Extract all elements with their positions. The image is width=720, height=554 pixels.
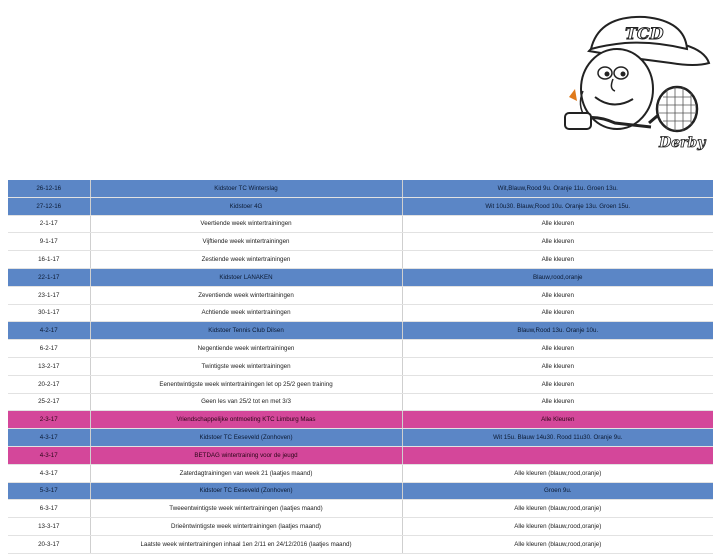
table-row [8,464,713,482]
table-row [8,251,713,269]
training-cell: Alle kleuren (blauw,rood,oranje) [402,518,713,536]
date-cell: 23-1-17 [8,286,90,304]
table-row [8,357,713,375]
event-cell: Eenentwintigste week wintertrainingen let op 25/2 geen training [90,375,402,393]
event-cell: Kidstoer TC Winterslag [90,180,402,197]
schedule-table [8,180,713,554]
date-cell: 5-3-17 [8,482,90,500]
date-cell: 13-2-17 [8,357,90,375]
training-cell: Alle kleuren [402,215,713,233]
training-cell: Alle kleuren [402,393,713,411]
table-row [8,340,713,358]
event-cell: Kidstoer Tennis Club Dilsen [90,322,402,340]
date-cell: 13-3-17 [8,518,90,536]
event-cell: Drieëntwintigste week wintertrainingen (laatjes maand) [90,518,402,536]
event-cell: Kidstoer TC Eeseveld (Zonhoven) [90,429,402,447]
table-row [8,215,713,233]
table-row [8,286,713,304]
training-cell: Blauw,Rood 13u. Oranje 10u. [402,322,713,340]
table-row [8,233,713,251]
date-cell: 9-1-17 [8,233,90,251]
event-cell: Kidstoer TC Eeseveld (Zonhoven) [90,482,402,500]
event-cell: Kidstoer LANAKEN [90,268,402,286]
table-row [8,180,713,197]
event-cell: Vijftiende week wintertrainingen [90,233,402,251]
date-cell: 4-2-17 [8,322,90,340]
date-cell: 30-1-17 [8,304,90,322]
training-cell: Wit 10u30. Blauw,Rood 10u. Oranje 13u. Groen 15u. [402,197,713,215]
event-cell: Vriendschappelijke ontmoeting KTC Limburg Maas [90,411,402,429]
event-cell: Zestiende week wintertrainingen [90,251,402,269]
date-cell: 6-2-17 [8,340,90,358]
club-mascot-logo [555,5,715,155]
table-row [8,446,713,464]
event-cell: Tweeentwintigste week wintertrainingen (laatjes maand) [90,500,402,518]
date-cell: 20-2-17 [8,375,90,393]
date-cell: 4-3-17 [8,464,90,482]
training-cell: Alle kleuren [402,251,713,269]
training-cell: Alle kleuren [402,304,713,322]
event-cell: Achtiende week wintertrainingen [90,304,402,322]
training-cell: Alle kleuren [402,233,713,251]
training-cell [402,446,713,464]
training-cell: Alle kleuren [402,357,713,375]
logo-caption: Derby [659,135,706,151]
date-cell: 16-1-17 [8,251,90,269]
event-cell: Laatste week wintertrainingen inhaal 1en 2/11 en 24/12/2016 (laatjes maand) [90,535,402,553]
date-cell: 6-3-17 [8,500,90,518]
training-cell: Groen 9u. [402,482,713,500]
table-row [8,535,713,553]
training-cell: Alle kleuren [402,340,713,358]
table-row [8,411,713,429]
cap-letters: TCD [625,24,664,43]
training-cell: Blauw,rood,oranje [402,268,713,286]
training-cell: Alle kleuren (blauw,rood,oranje) [402,464,713,482]
table-row [8,500,713,518]
event-cell: Zeventiende week wintertrainingen [90,286,402,304]
date-cell: 4-3-17 [8,429,90,447]
date-cell: 2-3-17 [8,411,90,429]
date-cell: 2-1-17 [8,215,90,233]
table-row [8,375,713,393]
table-row [8,518,713,536]
event-cell: Kidstoer 4G [90,197,402,215]
date-cell: 27-12-16 [8,197,90,215]
training-cell: Alle Kleuren [402,411,713,429]
table-row [8,482,713,500]
date-cell: 4-3-17 [8,446,90,464]
training-cell: Alle kleuren [402,375,713,393]
date-cell: 22-1-17 [8,268,90,286]
table-row [8,197,713,215]
schedule-body [8,180,713,553]
event-cell: Negentiende week wintertrainingen [90,340,402,358]
event-cell: Veertiende week wintertrainingen [90,215,402,233]
training-cell: Wit 15u. Blauw 14u30. Rood 11u30. Oranje 9u. [402,429,713,447]
training-cell: Wit,Blauw,Rood 9u. Oranje 11u. Groen 13u. [402,180,713,197]
date-cell: 26-12-16 [8,180,90,197]
table-row [8,322,713,340]
event-cell: Zaterdagtrainingen van week 21 (laatjes maand) [90,464,402,482]
table-row [8,393,713,411]
training-cell: Alle kleuren [402,286,713,304]
table-row [8,268,713,286]
event-cell: Geen les van 25/2 tot en met 3/3 [90,393,402,411]
table-row [8,304,713,322]
date-cell: 20-3-17 [8,535,90,553]
date-cell: 25-2-17 [8,393,90,411]
event-cell: Twintigste week wintertrainingen [90,357,402,375]
event-cell: BETDAG wintertraining voor de jeugd [90,446,402,464]
training-cell: Alle kleuren (blauw,rood,oranje) [402,535,713,553]
table-row [8,429,713,447]
training-cell: Alle kleuren (blauw,rood,oranje) [402,500,713,518]
